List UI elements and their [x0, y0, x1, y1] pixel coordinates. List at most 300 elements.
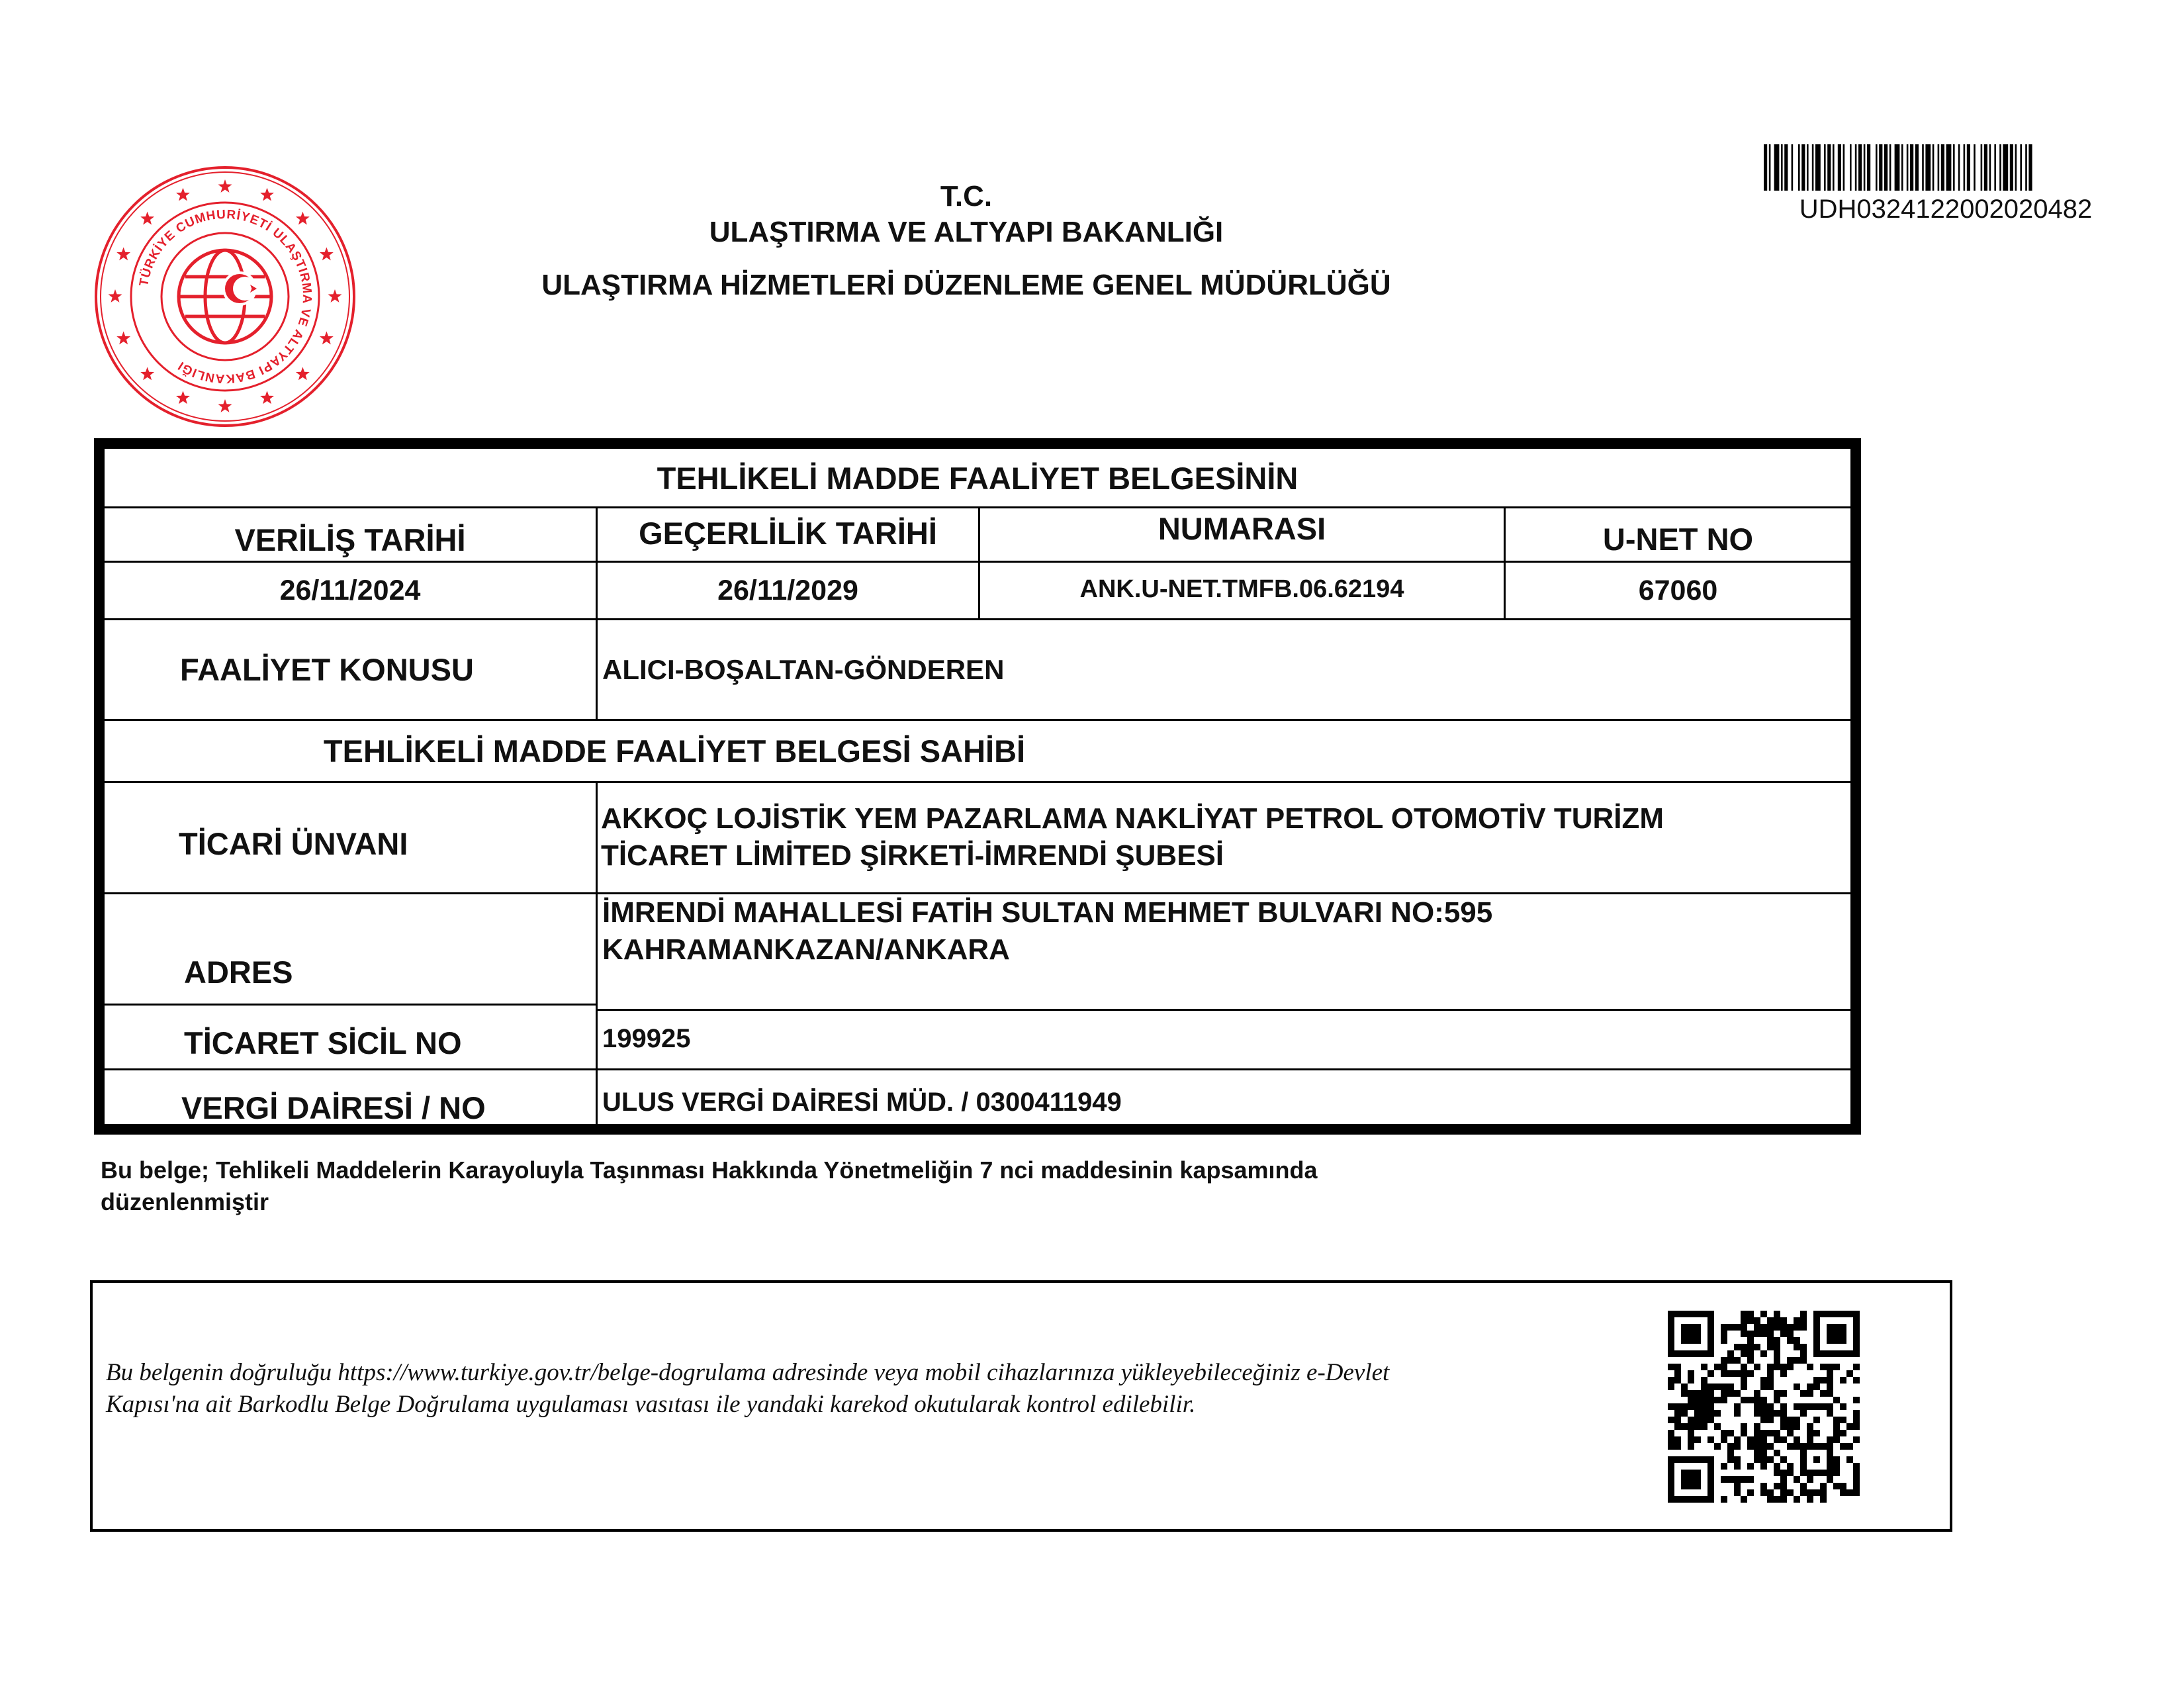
qr-module: [1833, 1436, 1840, 1443]
qr-module: [1741, 1430, 1747, 1436]
qr-module: [1688, 1436, 1694, 1443]
qr-module: [1747, 1397, 1754, 1403]
barcode-bar: [1958, 144, 1960, 191]
qr-module: [1794, 1337, 1800, 1344]
qr-module: [1707, 1390, 1714, 1397]
qr-module: [1707, 1370, 1714, 1377]
qr-module: [1694, 1403, 1701, 1410]
qr-module: [1833, 1456, 1840, 1463]
qr-module: [1827, 1403, 1833, 1410]
validity-date-label: GEÇERLİLİK TARİHİ: [639, 516, 937, 551]
barcode-bar: [1999, 144, 2001, 191]
qr-module: [1668, 1377, 1674, 1383]
qr-module: [1780, 1476, 1787, 1483]
qr-module: [1853, 1476, 1860, 1483]
qr-module: [1734, 1357, 1741, 1364]
qr-module: [1833, 1417, 1840, 1423]
activity-value: ALICI-BOŞALTAN-GÖNDEREN: [602, 653, 1005, 685]
qr-module: [1767, 1344, 1774, 1350]
qr-module: [1767, 1410, 1774, 1417]
barcode-bar: [1858, 144, 1862, 191]
qr-module: [1787, 1430, 1794, 1436]
qr-module: [1853, 1377, 1860, 1383]
qr-module: [1840, 1377, 1846, 1383]
qr-module: [1813, 1377, 1820, 1383]
qr-module: [1694, 1410, 1701, 1417]
qr-module: [1741, 1397, 1747, 1403]
qr-module: [1780, 1410, 1787, 1417]
number-label: NUMARASI: [1158, 510, 1326, 546]
barcode-bar: [1801, 144, 1805, 191]
qr-module: [1747, 1489, 1754, 1496]
qr-finder: [1827, 1324, 1846, 1344]
qr-module: [1800, 1324, 1807, 1331]
qr-module: [1827, 1410, 1833, 1417]
qr-module: [1800, 1410, 1807, 1417]
qr-module: [1787, 1357, 1794, 1364]
qr-module: [1774, 1450, 1780, 1456]
qr-module: [1707, 1397, 1714, 1403]
qr-module: [1701, 1423, 1707, 1430]
qr-module: [1734, 1476, 1741, 1483]
qr-module: [1760, 1331, 1767, 1337]
unet-no-label: U-NET NO: [1602, 522, 1754, 557]
qr-module: [1767, 1317, 1774, 1324]
qr-module: [1787, 1463, 1794, 1470]
qr-module: [1754, 1410, 1760, 1417]
qr-module: [1754, 1324, 1760, 1331]
qr-module: [1800, 1403, 1807, 1410]
qr-module: [1853, 1483, 1860, 1489]
qr-module: [1833, 1463, 1840, 1470]
qr-module: [1760, 1377, 1767, 1383]
qr-module: [1787, 1364, 1794, 1370]
qr-module: [1754, 1423, 1760, 1430]
qr-module: [1741, 1383, 1747, 1390]
qr-module: [1840, 1489, 1846, 1496]
qr-module: [1760, 1430, 1767, 1436]
qr-module: [1774, 1350, 1780, 1357]
qr-module: [1741, 1311, 1747, 1317]
qr-module: [1721, 1463, 1727, 1470]
qr-module: [1767, 1489, 1774, 1496]
verification-line-1: Bu belgenin doğruluğu https://www.turkiye.gov.tr/belge-dogrulama adresinde veya mobil cihazlarınıza yükleyebileceğiniz e-Devlet: [106, 1359, 1390, 1386]
qr-module: [1741, 1364, 1747, 1370]
qr-module: [1800, 1357, 1807, 1364]
qr-module: [1833, 1423, 1840, 1430]
qr-module: [1754, 1403, 1760, 1410]
qr-module: [1780, 1470, 1787, 1476]
qr-module: [1714, 1383, 1721, 1390]
seal-star: [296, 367, 310, 380]
qr-module: [1807, 1423, 1813, 1430]
qr-module: [1813, 1417, 1820, 1423]
qr-module: [1741, 1344, 1747, 1350]
qr-module: [1668, 1430, 1674, 1436]
qr-module: [1800, 1317, 1807, 1324]
barcode-bar: [1867, 144, 1870, 191]
qr-module: [1794, 1443, 1800, 1450]
qr-module: [1734, 1344, 1741, 1350]
barcode-bar: [1901, 144, 1903, 191]
qr-module: [1754, 1443, 1760, 1450]
qr-module: [1754, 1331, 1760, 1337]
trade-name-line-2: TİCARET LİMİTED ŞİRKETİ-İMRENDİ ŞUBESİ: [601, 839, 1224, 872]
qr-module: [1846, 1489, 1853, 1496]
qr-module: [1714, 1364, 1721, 1370]
qr-module: [1780, 1483, 1787, 1489]
qr-module: [1820, 1496, 1827, 1503]
qr-module: [1774, 1390, 1780, 1397]
qr-module: [1794, 1436, 1800, 1443]
qr-module: [1787, 1489, 1794, 1496]
qr-module: [1727, 1324, 1734, 1331]
barcode-bar: [1895, 144, 1900, 191]
qr-module: [1807, 1383, 1813, 1390]
qr-module: [1780, 1496, 1787, 1503]
barcode-bar: [1769, 144, 1771, 191]
barcode-bar: [1984, 144, 1987, 191]
qr-module: [1721, 1331, 1727, 1337]
qr-finder: [1681, 1324, 1701, 1344]
validity-date-value: 26/11/2029: [717, 574, 858, 606]
qr-module: [1760, 1410, 1767, 1417]
qr-module: [1780, 1364, 1787, 1370]
qr-module: [1754, 1390, 1760, 1397]
barcode-bar: [1974, 144, 1976, 191]
qr-module: [1846, 1456, 1853, 1463]
qr-module: [1774, 1463, 1780, 1470]
qr-module: [1840, 1483, 1846, 1489]
qr-module: [1794, 1317, 1800, 1324]
qr-module: [1774, 1324, 1780, 1331]
qr-module: [1794, 1383, 1800, 1390]
qr-module: [1760, 1311, 1767, 1317]
qr-module: [1807, 1403, 1813, 1410]
qr-module: [1741, 1370, 1747, 1377]
qr-module: [1827, 1436, 1833, 1443]
qr-module: [1767, 1456, 1774, 1463]
qr-module: [1813, 1403, 1820, 1410]
qr-module: [1747, 1370, 1754, 1377]
qr-module: [1754, 1450, 1760, 1456]
barcode-bar: [1764, 144, 1767, 191]
barcode-bar: [1781, 144, 1783, 191]
qr-module: [1754, 1317, 1760, 1324]
qr-module: [1668, 1403, 1674, 1410]
qr-module: [1747, 1463, 1754, 1470]
qr-module: [1853, 1417, 1860, 1423]
seal-star: [328, 289, 342, 303]
qr-module: [1807, 1390, 1813, 1397]
qr-module: [1767, 1496, 1774, 1503]
qr-module: [1853, 1489, 1860, 1496]
qr-module: [1727, 1390, 1734, 1397]
qr-module: [1800, 1489, 1807, 1496]
qr-module: [1760, 1443, 1767, 1450]
barcode-bar: [2003, 144, 2008, 191]
qr-align: [1813, 1456, 1820, 1463]
qr-module: [1674, 1417, 1681, 1423]
barcode-bar: [1812, 144, 1814, 191]
qr-module: [1727, 1443, 1734, 1450]
barcode-bar: [2010, 144, 2013, 191]
barcode-bar: [1833, 144, 1835, 191]
qr-module: [1681, 1390, 1688, 1397]
qr-module: [1721, 1390, 1727, 1397]
qr-module: [1721, 1370, 1727, 1377]
qr-module: [1721, 1430, 1727, 1436]
activity-label: FAALİYET KONUSU: [180, 652, 474, 687]
qr-module: [1774, 1397, 1780, 1403]
qr-module: [1754, 1436, 1760, 1443]
qr-module: [1780, 1324, 1787, 1331]
qr-module: [1707, 1403, 1714, 1410]
registry-label: TİCARET SİCİL NO: [184, 1025, 462, 1060]
qr-module: [1780, 1456, 1787, 1463]
qr-module: [1794, 1403, 1800, 1410]
qr-module: [1780, 1390, 1787, 1397]
trade-name-line-1: AKKOÇ LOJİSTİK YEM PAZARLAMA NAKLİYAT PETROL OTOMOTİV TURİZM: [601, 802, 1664, 835]
barcode-bar: [1855, 144, 1857, 191]
barcode-number: UDH0324122002020482: [1799, 195, 2093, 224]
ministry-seal: [93, 164, 357, 429]
qr-module: [1800, 1350, 1807, 1357]
barcode-bar: [1941, 144, 1944, 191]
qr-module: [1727, 1383, 1734, 1390]
tax-label: VERGİ DAİRESİ / NO: [181, 1090, 486, 1125]
barcode-bar: [1946, 144, 1952, 191]
qr-module: [1754, 1430, 1760, 1436]
qr-module: [1674, 1423, 1681, 1430]
qr-module: [1674, 1436, 1681, 1443]
barcode-bar: [1864, 144, 1866, 191]
qr-module: [1701, 1390, 1707, 1397]
qr-module: [1741, 1476, 1747, 1483]
barcode-bar: [1824, 144, 1826, 191]
qr-module: [1820, 1377, 1827, 1383]
qr-module: [1734, 1403, 1741, 1410]
qr-module: [1668, 1364, 1674, 1370]
qr-module: [1674, 1443, 1681, 1450]
qr-module: [1794, 1423, 1800, 1430]
tax-value: ULUS VERGİ DAİRESİ MÜD. / 0300411949: [602, 1088, 1122, 1117]
qr-module: [1794, 1324, 1800, 1331]
qr-module: [1727, 1450, 1734, 1456]
seal-star: [116, 248, 130, 261]
qr-module: [1820, 1403, 1827, 1410]
barcode-bar: [1807, 144, 1809, 191]
qr-module: [1688, 1370, 1694, 1377]
qr-module: [1760, 1483, 1767, 1489]
qr-module: [1780, 1370, 1787, 1377]
header-directorate: ULAŞTIRMA HİZMETLERİ DÜZENLEME GENEL MÜDÜRLÜĞÜ: [541, 269, 1391, 301]
qr-module: [1807, 1430, 1813, 1436]
qr-module: [1747, 1311, 1754, 1317]
qr-module: [1853, 1410, 1860, 1417]
qr-module: [1694, 1423, 1701, 1430]
qr-module: [1840, 1417, 1846, 1423]
seal-star: [296, 212, 310, 225]
qr-module: [1754, 1364, 1760, 1370]
qr-module: [1774, 1430, 1780, 1436]
qr-module: [1741, 1350, 1747, 1357]
barcode-bar: [1964, 144, 1966, 191]
barcode-bar: [1981, 144, 1983, 191]
qr-module: [1820, 1364, 1827, 1370]
qr-module: [1840, 1403, 1846, 1410]
qr-module: [1813, 1430, 1820, 1436]
barcode-bar: [1784, 144, 1788, 191]
qr-module: [1820, 1390, 1827, 1397]
qr-module: [1694, 1436, 1701, 1443]
header-ministry: ULAŞTIRMA VE ALTYAPI BAKANLIĞI: [709, 216, 1224, 248]
trade-name-value: [601, 801, 1845, 874]
qr-module: [1853, 1364, 1860, 1370]
address-line-2: KAHRAMANKAZAN/ANKARA: [602, 933, 1010, 966]
footnote-line-1: Bu belge; Tehlikeli Maddelerin Karayoluyla Taşınması Hakkında Yönetmeliğin 7 nci maddesinin kapsamında: [101, 1156, 1318, 1184]
qr-module: [1741, 1423, 1747, 1430]
qr-module: [1853, 1463, 1860, 1470]
qr-module: [1688, 1443, 1694, 1450]
qr-module: [1800, 1390, 1807, 1397]
qr-module: [1807, 1364, 1813, 1370]
holder-title: TEHLİKELİ MADDE FAALİYET BELGESİ SAHİBİ: [323, 733, 1026, 769]
qr-module: [1787, 1443, 1794, 1450]
qr-module: [1800, 1483, 1807, 1489]
trade-name-label: TİCARİ ÜNVANI: [179, 826, 408, 861]
qr-module: [1794, 1476, 1800, 1483]
qr-module: [1721, 1357, 1727, 1364]
qr-module: [1747, 1476, 1754, 1483]
qr-module: [1754, 1397, 1760, 1403]
barcode-bar: [1774, 144, 1780, 191]
qr-module: [1681, 1403, 1688, 1410]
qr-module: [1747, 1436, 1754, 1443]
qr-module: [1721, 1324, 1727, 1331]
qr-module: [1774, 1344, 1780, 1350]
qr-module: [1787, 1324, 1794, 1331]
barcode-bar: [1910, 144, 1913, 191]
qr-module: [1714, 1397, 1721, 1403]
barcode-bar: [1889, 144, 1891, 191]
qr-module: [1734, 1390, 1741, 1397]
qr-module: [1807, 1476, 1813, 1483]
header-tc: T.C.: [940, 180, 993, 212]
seal-star: [218, 399, 232, 412]
seal-star: [320, 332, 334, 345]
qr-module: [1747, 1337, 1754, 1344]
qr-module: [1734, 1410, 1741, 1417]
qr-module: [1846, 1423, 1853, 1430]
qr-module: [1701, 1397, 1707, 1403]
qr-module: [1721, 1397, 1727, 1403]
qr-module: [1747, 1350, 1754, 1357]
qr-module: [1833, 1397, 1840, 1403]
qr-module: [1734, 1436, 1741, 1443]
qr-module: [1794, 1344, 1800, 1350]
qr-module: [1760, 1324, 1767, 1331]
qr-module: [1674, 1370, 1681, 1377]
qr-module: [1721, 1436, 1727, 1443]
barcode-bar: [1879, 144, 1882, 191]
qr-module: [1727, 1430, 1734, 1436]
qr-module: [1734, 1463, 1741, 1470]
qr-module: [1833, 1364, 1840, 1370]
qr-module: [1767, 1364, 1774, 1370]
qr-module: [1760, 1403, 1767, 1410]
qr-module: [1674, 1377, 1681, 1383]
qr-module: [1688, 1377, 1694, 1383]
qr-module: [1701, 1403, 1707, 1410]
qr-module: [1774, 1311, 1780, 1317]
qr-module: [1741, 1324, 1747, 1331]
certificate-title: TEHLİKELİ MADDE FAALİYET BELGESİNİN: [657, 461, 1298, 496]
qr-module: [1707, 1383, 1714, 1390]
qr-module: [1807, 1496, 1813, 1503]
seal-star: [116, 332, 130, 345]
qr-module: [1853, 1436, 1860, 1443]
qr-module: [1767, 1324, 1774, 1331]
barcode-bar: [1884, 144, 1888, 191]
qr-module: [1794, 1357, 1800, 1364]
qr-module: [1714, 1443, 1721, 1450]
qr-module: [1833, 1470, 1840, 1476]
qr-module: [1774, 1317, 1780, 1324]
qr-module: [1760, 1397, 1767, 1403]
qr-module: [1780, 1331, 1787, 1337]
qr-module: [1813, 1489, 1820, 1496]
qr-module: [1727, 1357, 1734, 1364]
verification-line-2: Kapısı'na ait Barkodlu Belge Doğrulama uygulaması vasıtası ile yandaki karekod okutularak kontrol edilebilir.: [106, 1391, 1196, 1418]
qr-module: [1727, 1456, 1734, 1463]
qr-module: [1747, 1443, 1754, 1450]
address-value: [602, 895, 1846, 968]
qr-module: [1767, 1383, 1774, 1390]
qr-module: [1767, 1331, 1774, 1337]
qr-finder: [1681, 1470, 1701, 1489]
qr-module: [1760, 1436, 1767, 1443]
address-label: ADRES: [184, 955, 293, 990]
qr-module: [1833, 1483, 1840, 1489]
barcode-bar: [1989, 144, 1991, 191]
qr-module: [1688, 1403, 1694, 1410]
seal-star: [218, 179, 232, 193]
qr-module: [1794, 1496, 1800, 1503]
qr-module: [1760, 1383, 1767, 1390]
qr-module: [1694, 1397, 1701, 1403]
qr-module: [1780, 1403, 1787, 1410]
qr-module: [1774, 1496, 1780, 1503]
qr-module: [1674, 1364, 1681, 1370]
barcode-bar: [2025, 144, 2027, 191]
qr-module: [1674, 1403, 1681, 1410]
unet-no-value: 67060: [1638, 574, 1718, 606]
qr-module: [1780, 1423, 1787, 1430]
barcode-bar: [1915, 144, 1919, 191]
seal-star: [260, 391, 274, 404]
barcode-bar: [1994, 144, 1996, 191]
regulation-footnote: [101, 1154, 1689, 1218]
seal-star: [109, 289, 122, 303]
qr-module: [1694, 1417, 1701, 1423]
qr-module: [1780, 1489, 1787, 1496]
qr-module: [1833, 1430, 1840, 1436]
qr-module: [1734, 1370, 1741, 1377]
seal-star: [320, 248, 334, 261]
qr-module: [1787, 1423, 1794, 1430]
qr-module: [1721, 1337, 1727, 1344]
